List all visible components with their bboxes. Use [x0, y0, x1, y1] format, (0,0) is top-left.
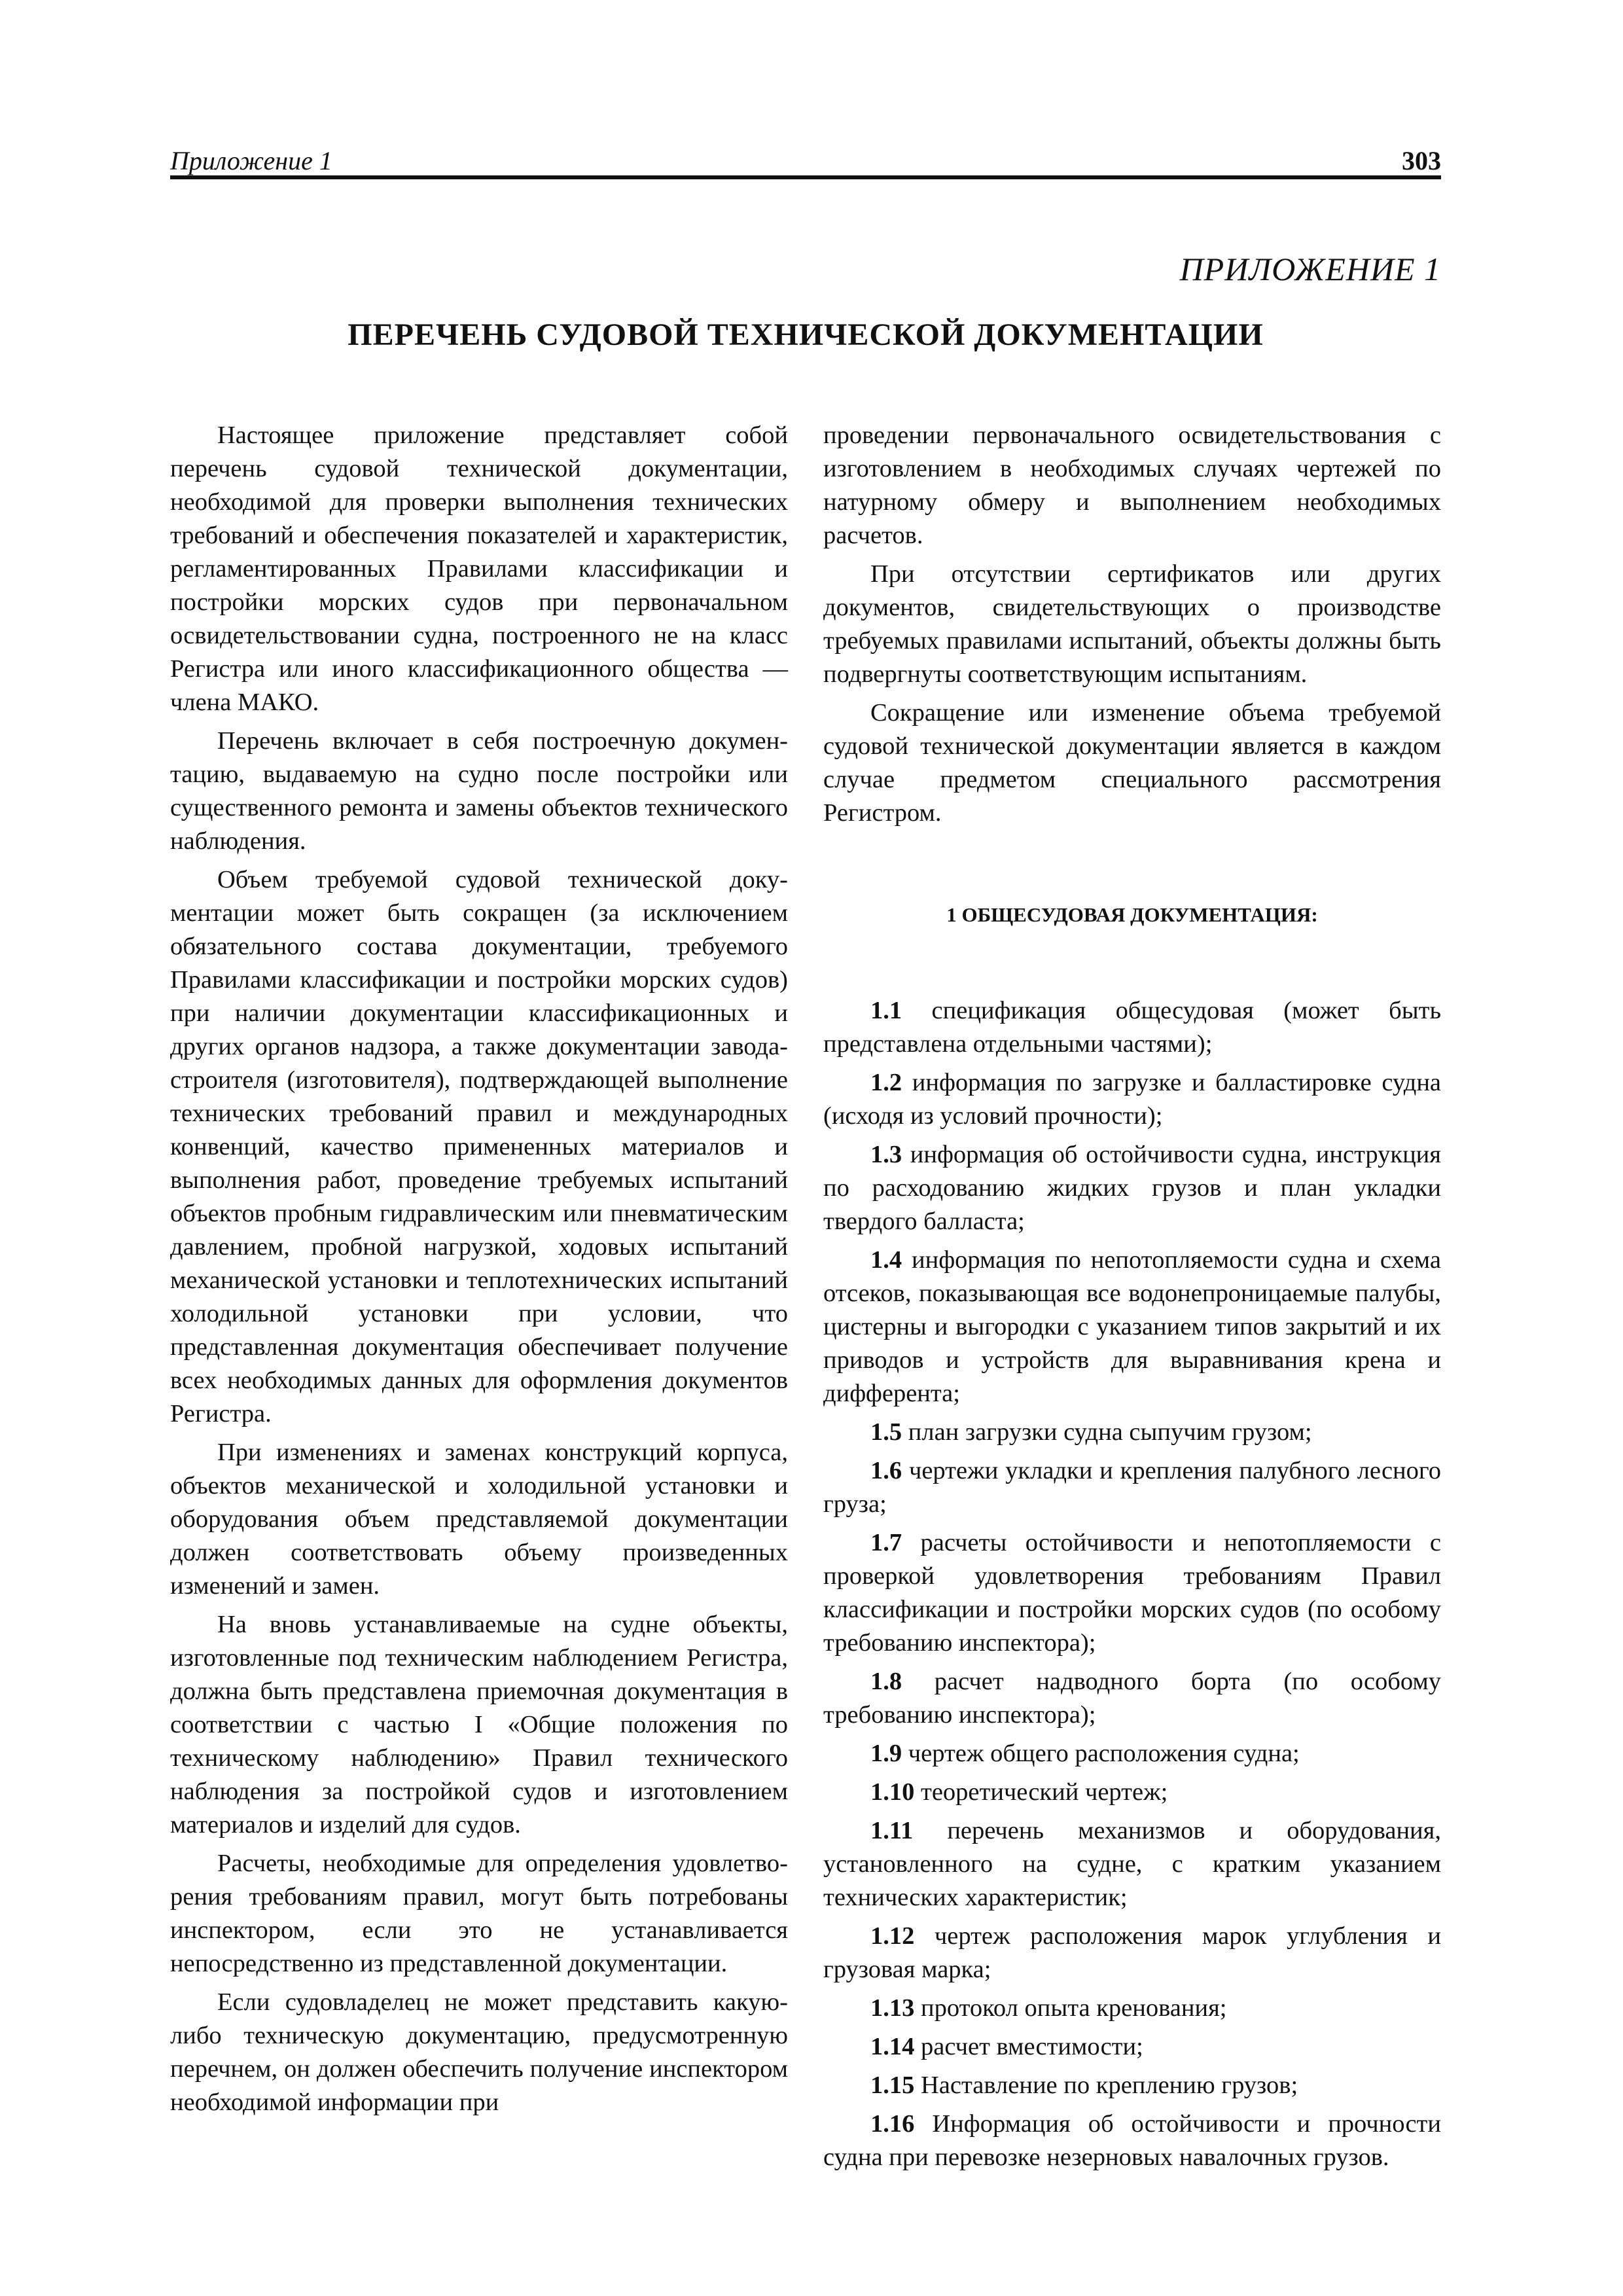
- item-text: чертежи укладки и крепления палубного лесного груза;: [823, 1457, 1441, 1518]
- item-text: Информация об остойчивости и прочности судна при перевозке незерновых навалочных грузов.: [823, 2110, 1441, 2171]
- item-number: 1.3: [870, 1141, 902, 1168]
- paragraph: При изменениях и заменах конструкций корпуса, объектов механической и холодильной установки и оборудования объем представляемой документации должен соответствовать объему произведенных изменений и замен.: [170, 1439, 788, 1600]
- list-item: [823, 1138, 1441, 1238]
- item-text: чертеж общего расположения судна;: [908, 1740, 1300, 1767]
- item-text: перечень механизмов и оборудования, установленного на судне, с кратким указанием технических характеристик;: [823, 1817, 1441, 1911]
- paragraph: Сокращение или изменение объема требуемой судовой технической документации является в каждом случае предметом специального рассмотрения Регистром.: [823, 699, 1441, 827]
- item-number: 1.6: [870, 1457, 902, 1484]
- list-item: [823, 2108, 1441, 2174]
- item-number: 1.2: [870, 1069, 902, 1096]
- item-number: 1.12: [870, 1922, 915, 1950]
- item-text: расчет вместимости;: [921, 2033, 1143, 2060]
- list-item: [823, 2069, 1441, 2102]
- item-number: 1.11: [870, 1817, 914, 1844]
- list-item: [823, 1665, 1441, 1732]
- list-item: [823, 1737, 1441, 1770]
- section-heading: 1 ОБЩЕСУДОВАЯ ДОКУМЕНТАЦИЯ:: [946, 903, 1318, 926]
- item-text: расчет надводного борта (по особому требованию инспектора);: [823, 1668, 1441, 1729]
- item-text: теоретический чертеж;: [921, 1778, 1168, 1806]
- item-number: 1.5: [870, 1418, 902, 1446]
- list-item: [823, 2030, 1441, 2064]
- item-text: спецификация общесудовая (может быть представлена отдельными частями);: [823, 997, 1442, 1058]
- documentation-list: [823, 994, 1441, 2174]
- item-text: информация по непотопляемости судна и схема отсеков, показывающая все водонепроницаемые палубы, цистерны и выгородки с указанием типов закрытий и их приводов и устройств для выравнивания крена и дифферента;: [823, 1246, 1442, 1407]
- item-text: информация по загрузке и балластировке судна (исходя из условий прочности);: [823, 1069, 1442, 1130]
- item-text: план загрузки судна сыпучим грузом;: [908, 1418, 1312, 1446]
- item-number: 1.1: [870, 997, 902, 1024]
- item-number: 1.4: [870, 1246, 902, 1274]
- list-item: [823, 1244, 1441, 1410]
- appendix-label: ПРИЛОЖЕНИЕ 1: [1179, 251, 1441, 287]
- list-item: [823, 1454, 1441, 1521]
- item-number: 1.14: [870, 2033, 915, 2060]
- paragraph: При отсутствии сертификатов или других документов, свидетельствующих о производстве требуемых правилами испытаний, объекты должны быть подвергнуты соответствующим испытаниям.: [823, 560, 1441, 688]
- list-item: [823, 1992, 1441, 2025]
- paragraph: проведении первоначального освидетельствования с изготовлением в необходимых случаях чертежей по натурному обмеру и выполнением необходимых расчетов.: [823, 422, 1441, 549]
- item-text: протокол опыта кренования;: [921, 1994, 1227, 2022]
- item-number: 1.7: [870, 1529, 902, 1556]
- list-item: [823, 1416, 1441, 1449]
- page-number: 303: [1402, 146, 1441, 175]
- paragraph: Если судовладелец не может представить какую-либо техническую документацию, предусмотренную перечнем, он должен обеспечить получение инспектором необходимой информации при: [170, 1988, 788, 2116]
- header-rule: [170, 175, 1441, 179]
- item-number: 1.13: [870, 1994, 915, 2022]
- item-text: расчеты остойчивости и непотопляемости с проверкой удовлетворения требованиям Правил классификации и постройки морских судов (по особому требованию инспектора);: [823, 1529, 1442, 1657]
- left-column: [170, 419, 788, 2125]
- item-text: информация об остойчивости судна, инструкция по расходованию жидких грузов и план укладки твердого балласта;: [823, 1141, 1441, 1235]
- paragraph: На вновь устанавливаемые на судне объекты, изготовленные под техническим наблюдением Регистра, должна быть представлена приемочная документация в соответствии с частью I «Общие положения по техническому наблюдению» Правил технического наблюдения за постройкой судов и изготовлением материалов и изделий для судов.: [170, 1611, 788, 1839]
- list-item: [823, 994, 1441, 1061]
- item-number: 1.15: [870, 2072, 915, 2099]
- paragraph: Настоящее приложение представляет собой перечень судовой технической документации, необходимой для проверки выполнения технических требований и обеспечения показателей и характеристик, регламентированных Правилами классификации и постройки морских судов при первоначальном освидетельствовании судна, построенного не на класс Регистра или иного классификационного общества — члена МАКО.: [170, 422, 788, 716]
- item-number: 1.8: [870, 1668, 902, 1695]
- list-item: [823, 1066, 1441, 1133]
- right-column: [823, 419, 1441, 2179]
- list-item: [823, 1920, 1441, 1986]
- list-item: [823, 1526, 1441, 1660]
- item-text: чертеж расположения марок углубления и грузовая марка;: [823, 1922, 1441, 1983]
- paragraph: Перечень включает в себя построечную документацию, выдаваемую на судно после постройки или существенного ремонта и замены объектов технического наблюдения.: [170, 727, 788, 855]
- running-header-title: Приложение 1: [170, 146, 332, 175]
- paragraph: Расчеты, необходимые для определения удовлетворения требованиям правил, могут быть потребованы инспектором, если это не устанавливается непосредственно из представленной документации.: [170, 1850, 788, 1977]
- item-number: 1.10: [870, 1778, 915, 1806]
- paragraph: Объем требуемой судовой технической документации может быть сокращен (за исключением обязательного состава документации, требуемого Правилами классификации и постройки морских судов) при наличии документации классификационных и других органов надзора, а также документации завода-строителя (изготовителя), подтверждающей выполнение технических требований правил и международных конвенций, качество примененных материалов и выполнения работ, проведение требуемых испытаний объектов пробным гидравлическим или пневматическим давлением, пробной нагрузкой, ходовых испытаний механической установки и теплотехнических испытаний холодильной установки при условии, что представленная документация обеспечивает получение всех необходимых данных для оформления документов Регистра.: [170, 866, 788, 1427]
- list-item: [823, 1814, 1441, 1914]
- list-item: [823, 1776, 1441, 1809]
- running-header: [170, 145, 1441, 179]
- item-number: 1.16: [870, 2110, 915, 2138]
- item-text: Наставление по креплению грузов;: [921, 2072, 1298, 2099]
- document-title: ПЕРЕЧЕНЬ СУДОВОЙ ТЕХНИЧЕСКОЙ ДОКУМЕНТАЦИИ: [348, 317, 1264, 352]
- item-number: 1.9: [870, 1740, 902, 1767]
